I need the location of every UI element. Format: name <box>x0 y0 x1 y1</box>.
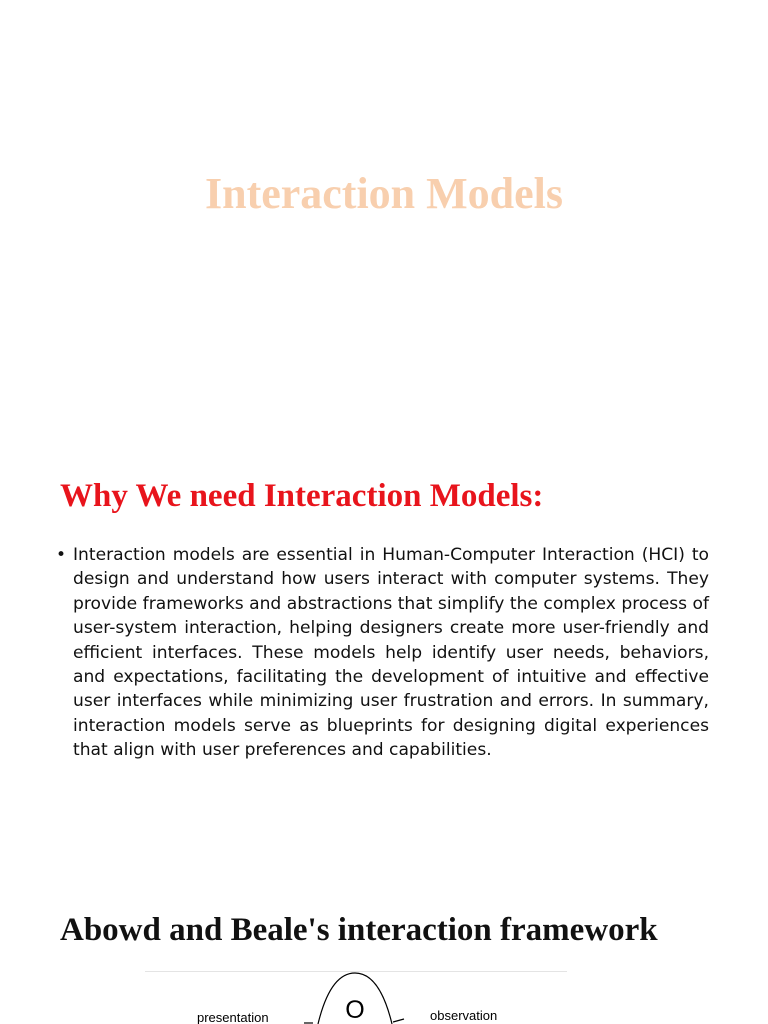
bullet-icon: • <box>56 545 67 565</box>
why-bullet-text: Interaction models are essential in Human-Computer Interaction (HCI) to design and understand how users interact with computer systems. They provide frameworks and abstractions that simplify the complex process of user-system interaction, helping designers create more user-friendly and efficient interfaces. These models help identify user needs, behaviors, and expectations, facilitating the development of intuitive and effective user interfaces while minimizing user frustration and errors. In summary, interaction models serve as blueprints for designing digital experiences that align with user preferences and capabilities. <box>73 545 709 761</box>
interaction-framework-diagram <box>0 965 768 1024</box>
diagram-presentation-label: presentation <box>197 1010 269 1024</box>
diagram-center-label: O <box>345 996 365 1024</box>
framework-section-heading: Abowd and Beale's interaction framework <box>60 912 658 948</box>
observation-arrow <box>393 1019 404 1022</box>
why-section-heading: Why We need Interaction Models: <box>60 478 544 514</box>
diagram-observation-label: observation <box>430 1008 498 1023</box>
slide-title: Interaction Models <box>204 169 564 218</box>
why-bullet-list <box>56 543 709 763</box>
why-bullet-item <box>56 543 709 763</box>
